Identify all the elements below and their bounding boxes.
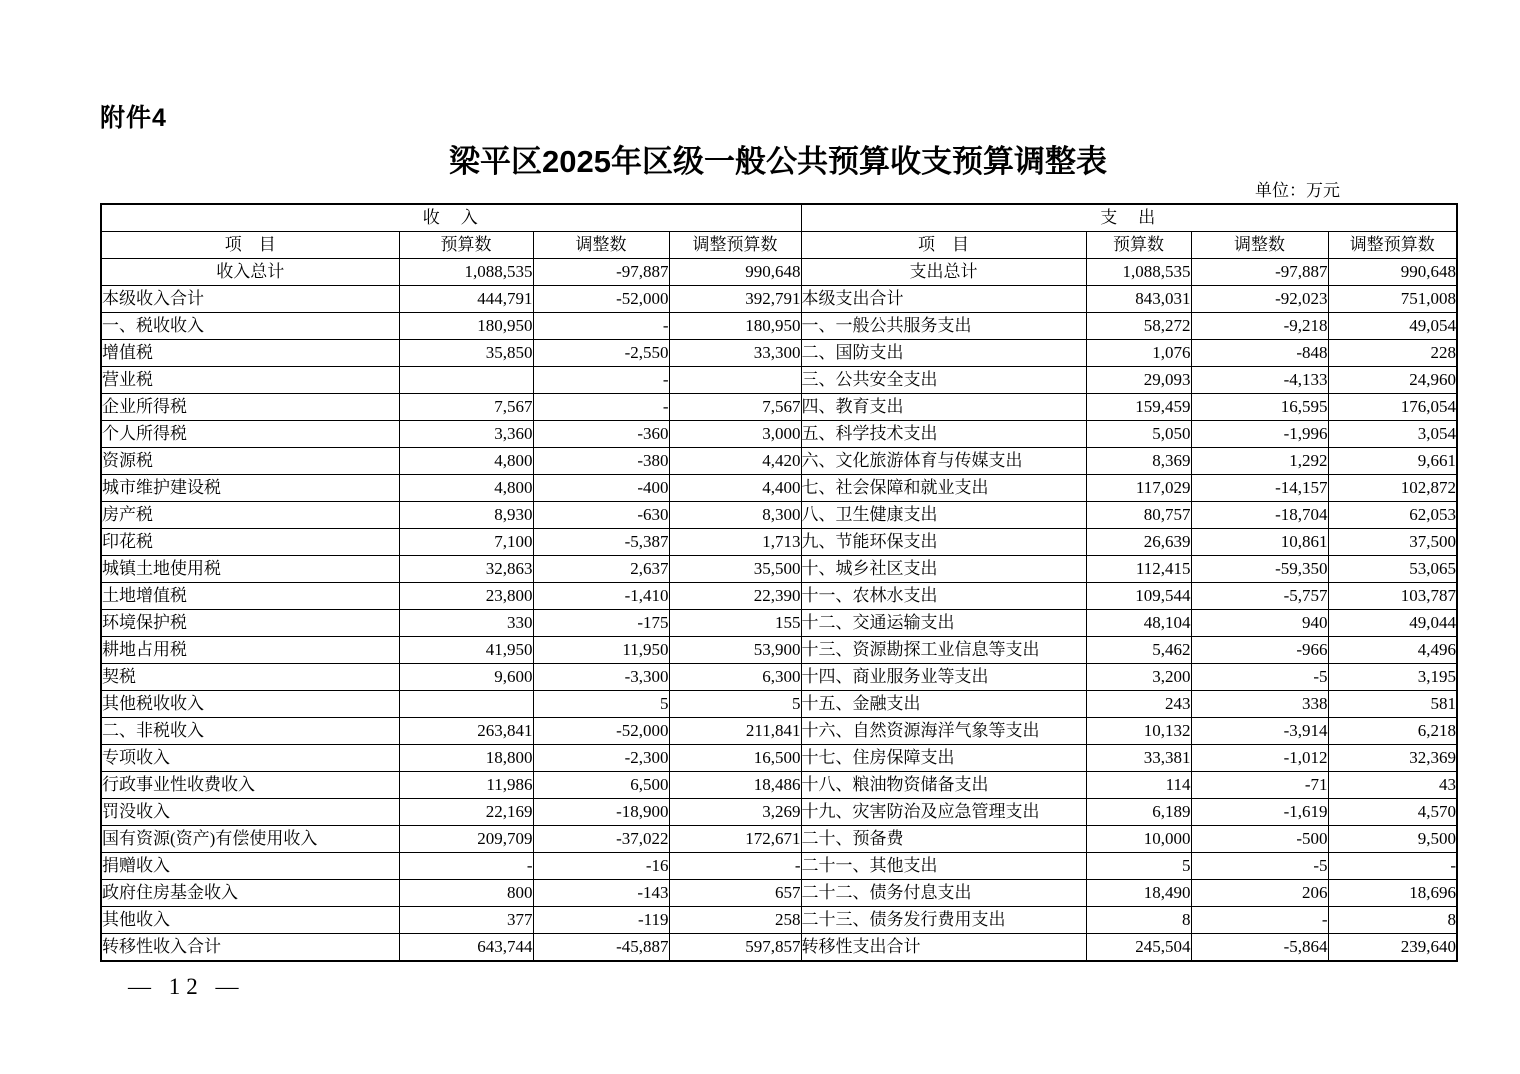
income-col-budget: 预算数 xyxy=(399,232,533,259)
expense-adjustment-cell: -97,887 xyxy=(1191,259,1328,286)
income-budget-cell xyxy=(399,691,533,718)
income-item-label: 印花税 xyxy=(101,529,399,556)
expense-budget-cell: 6,189 xyxy=(1086,799,1191,826)
income-adjustment-cell: -18,900 xyxy=(533,799,669,826)
income-item-label: 城市维护建设税 xyxy=(101,475,399,502)
income-budget-cell: 7,100 xyxy=(399,529,533,556)
expense-adjustment-cell: -966 xyxy=(1191,637,1328,664)
income-adjustment-cell: -380 xyxy=(533,448,669,475)
budget-adjustment-table xyxy=(100,203,1458,962)
table-row xyxy=(101,448,1457,475)
income-adjusted-budget-cell: 6,300 xyxy=(669,664,801,691)
expense-adjustment-cell: -1,012 xyxy=(1191,745,1328,772)
income-section-header: 收 入 xyxy=(101,204,801,232)
expense-item-label: 一、一般公共服务支出 xyxy=(801,313,1086,340)
expense-adjusted-budget-cell: 49,054 xyxy=(1328,313,1457,340)
income-adjusted-budget-cell: 16,500 xyxy=(669,745,801,772)
expense-item-label: 转移性支出合计 xyxy=(801,934,1086,962)
expense-adjusted-budget-cell: 990,648 xyxy=(1328,259,1457,286)
income-item-label: 行政事业性收费收入 xyxy=(101,772,399,799)
income-col-adjusted-budget: 调整预算数 xyxy=(669,232,801,259)
expense-budget-cell: 48,104 xyxy=(1086,610,1191,637)
income-adjustment-cell: -37,022 xyxy=(533,826,669,853)
expense-adjustment-cell: -5 xyxy=(1191,664,1328,691)
income-col-item: 项 目 xyxy=(101,232,399,259)
table-row xyxy=(101,907,1457,934)
income-item-label: 本级收入合计 xyxy=(101,286,399,313)
expense-item-label: 十九、灾害防治及应急管理支出 xyxy=(801,799,1086,826)
income-budget-cell: 444,791 xyxy=(399,286,533,313)
income-budget-cell: 11,986 xyxy=(399,772,533,799)
expense-col-adjusted-budget: 调整预算数 xyxy=(1328,232,1457,259)
expense-item-label: 三、公共安全支出 xyxy=(801,367,1086,394)
income-adjustment-cell: -16 xyxy=(533,853,669,880)
income-adjustment-cell: -97,887 xyxy=(533,259,669,286)
income-adjusted-budget-cell: 258 xyxy=(669,907,801,934)
income-budget-cell: 800 xyxy=(399,880,533,907)
expense-adjustment-cell: -59,350 xyxy=(1191,556,1328,583)
income-budget-cell: 209,709 xyxy=(399,826,533,853)
expense-item-label: 十六、自然资源海洋气象等支出 xyxy=(801,718,1086,745)
expense-adjusted-budget-cell: - xyxy=(1328,853,1457,880)
table-row xyxy=(101,421,1457,448)
expense-col-adjustment: 调整数 xyxy=(1191,232,1328,259)
income-item-label: 罚没收入 xyxy=(101,799,399,826)
income-adjusted-budget-cell: 5 xyxy=(669,691,801,718)
income-adjusted-budget-cell: 53,900 xyxy=(669,637,801,664)
income-budget-cell: 1,088,535 xyxy=(399,259,533,286)
expense-adjusted-budget-cell: 176,054 xyxy=(1328,394,1457,421)
expense-adjusted-budget-cell: 4,570 xyxy=(1328,799,1457,826)
expense-adjustment-cell: 10,861 xyxy=(1191,529,1328,556)
income-item-label: 土地增值税 xyxy=(101,583,399,610)
income-adjustment-cell: -5,387 xyxy=(533,529,669,556)
expense-adjusted-budget-cell: 37,500 xyxy=(1328,529,1457,556)
income-adjusted-budget-cell: 7,567 xyxy=(669,394,801,421)
income-adjusted-budget-cell: - xyxy=(669,853,801,880)
income-adjustment-cell: 6,500 xyxy=(533,772,669,799)
income-adjusted-budget-cell: 990,648 xyxy=(669,259,801,286)
expense-budget-cell: 1,076 xyxy=(1086,340,1191,367)
income-adjustment-cell: -1,410 xyxy=(533,583,669,610)
expense-adjusted-budget-cell: 102,872 xyxy=(1328,475,1457,502)
income-budget-cell: 22,169 xyxy=(399,799,533,826)
income-adjusted-budget-cell: 35,500 xyxy=(669,556,801,583)
income-budget-cell: 3,360 xyxy=(399,421,533,448)
expense-adjustment-cell: -1,996 xyxy=(1191,421,1328,448)
income-item-label: 一、税收收入 xyxy=(101,313,399,340)
expense-budget-cell: 243 xyxy=(1086,691,1191,718)
income-adjustment-cell: -630 xyxy=(533,502,669,529)
expense-adjusted-budget-cell: 24,960 xyxy=(1328,367,1457,394)
expense-budget-cell: 117,029 xyxy=(1086,475,1191,502)
expense-item-label: 十七、住房保障支出 xyxy=(801,745,1086,772)
expense-item-label: 五、科学技术支出 xyxy=(801,421,1086,448)
expense-item-label: 八、卫生健康支出 xyxy=(801,502,1086,529)
expense-budget-cell: 159,459 xyxy=(1086,394,1191,421)
income-adjusted-budget-cell: 4,400 xyxy=(669,475,801,502)
expense-item-label: 二十二、债务付息支出 xyxy=(801,880,1086,907)
income-item-label: 个人所得税 xyxy=(101,421,399,448)
income-budget-cell: 4,800 xyxy=(399,448,533,475)
table-row xyxy=(101,745,1457,772)
income-budget-cell: 18,800 xyxy=(399,745,533,772)
table-row xyxy=(101,880,1457,907)
expense-adjusted-budget-cell: 6,218 xyxy=(1328,718,1457,745)
table-row xyxy=(101,556,1457,583)
table-row xyxy=(101,286,1457,313)
income-adjustment-cell: - xyxy=(533,367,669,394)
expense-adjusted-budget-cell: 103,787 xyxy=(1328,583,1457,610)
expense-budget-cell: 26,639 xyxy=(1086,529,1191,556)
income-adjusted-budget-cell: 180,950 xyxy=(669,313,801,340)
expense-budget-cell: 8,369 xyxy=(1086,448,1191,475)
income-adjustment-cell: 11,950 xyxy=(533,637,669,664)
expense-adjusted-budget-cell: 53,065 xyxy=(1328,556,1457,583)
page-title: 梁平区2025年区级一般公共预算收支预算调整表 xyxy=(449,144,1107,179)
income-item-label: 耕地占用税 xyxy=(101,637,399,664)
expense-item-label: 七、社会保障和就业支出 xyxy=(801,475,1086,502)
expense-adjustment-cell: -4,133 xyxy=(1191,367,1328,394)
table-row xyxy=(101,934,1457,962)
expense-col-budget: 预算数 xyxy=(1086,232,1191,259)
expense-adjustment-cell: -71 xyxy=(1191,772,1328,799)
expense-item-label: 本级支出合计 xyxy=(801,286,1086,313)
table-row xyxy=(101,799,1457,826)
table-row xyxy=(101,529,1457,556)
income-item-label: 国有资源(资产)有偿使用收入 xyxy=(101,826,399,853)
table-row xyxy=(101,691,1457,718)
income-adjusted-budget-cell: 3,000 xyxy=(669,421,801,448)
income-adjustment-cell: 5 xyxy=(533,691,669,718)
income-adjusted-budget-cell: 4,420 xyxy=(669,448,801,475)
expense-section-header: 支 出 xyxy=(801,204,1457,232)
expense-adjustment-cell: -500 xyxy=(1191,826,1328,853)
expense-adjustment-cell: -18,704 xyxy=(1191,502,1328,529)
income-item-label: 其他税收收入 xyxy=(101,691,399,718)
expense-budget-cell: 58,272 xyxy=(1086,313,1191,340)
expense-adjustment-cell: -3,914 xyxy=(1191,718,1328,745)
expense-adjusted-budget-cell: 8 xyxy=(1328,907,1457,934)
income-col-adjustment: 调整数 xyxy=(533,232,669,259)
page-number: — 12 — xyxy=(128,974,245,999)
income-budget-cell: 7,567 xyxy=(399,394,533,421)
expense-adjusted-budget-cell: 751,008 xyxy=(1328,286,1457,313)
expense-item-label: 十三、资源勘探工业信息等支出 xyxy=(801,637,1086,664)
expense-item-label: 十四、商业服务业等支出 xyxy=(801,664,1086,691)
table-row xyxy=(101,772,1457,799)
table-row xyxy=(101,826,1457,853)
expense-adjustment-cell: -9,218 xyxy=(1191,313,1328,340)
expense-adjusted-budget-cell: 62,053 xyxy=(1328,502,1457,529)
income-budget-cell: 330 xyxy=(399,610,533,637)
expense-budget-cell: 112,415 xyxy=(1086,556,1191,583)
income-adjusted-budget-cell: 22,390 xyxy=(669,583,801,610)
expense-adjusted-budget-cell: 9,661 xyxy=(1328,448,1457,475)
table-row xyxy=(101,583,1457,610)
income-item-label: 转移性收入合计 xyxy=(101,934,399,962)
expense-budget-cell: 10,000 xyxy=(1086,826,1191,853)
income-adjusted-budget-cell: 1,713 xyxy=(669,529,801,556)
expense-item-label: 二十三、债务发行费用支出 xyxy=(801,907,1086,934)
table-row xyxy=(101,664,1457,691)
table-row xyxy=(101,313,1457,340)
income-adjustment-cell: -52,000 xyxy=(533,286,669,313)
expense-budget-cell: 29,093 xyxy=(1086,367,1191,394)
expense-adjustment-cell: 338 xyxy=(1191,691,1328,718)
expense-adjusted-budget-cell: 581 xyxy=(1328,691,1457,718)
expense-adjustment-cell: 16,595 xyxy=(1191,394,1328,421)
expense-adjustment-cell: -5,757 xyxy=(1191,583,1328,610)
expense-budget-cell: 8 xyxy=(1086,907,1191,934)
table-row xyxy=(101,394,1457,421)
income-budget-cell: 377 xyxy=(399,907,533,934)
expense-adjustment-cell: -848 xyxy=(1191,340,1328,367)
expense-budget-cell: 109,544 xyxy=(1086,583,1191,610)
income-adjusted-budget-cell: 33,300 xyxy=(669,340,801,367)
table-row xyxy=(101,475,1457,502)
table-row xyxy=(101,718,1457,745)
expense-adjusted-budget-cell: 4,496 xyxy=(1328,637,1457,664)
income-adjustment-cell: -400 xyxy=(533,475,669,502)
income-item-label: 捐赠收入 xyxy=(101,853,399,880)
expense-item-label: 十五、金融支出 xyxy=(801,691,1086,718)
table-row xyxy=(101,610,1457,637)
expense-item-label: 二十、预备费 xyxy=(801,826,1086,853)
income-adjusted-budget-cell xyxy=(669,367,801,394)
income-item-label: 营业税 xyxy=(101,367,399,394)
expense-adjusted-budget-cell: 18,696 xyxy=(1328,880,1457,907)
income-budget-cell: 35,850 xyxy=(399,340,533,367)
income-adjustment-cell: -2,300 xyxy=(533,745,669,772)
income-budget-cell xyxy=(399,367,533,394)
income-adjusted-budget-cell: 597,857 xyxy=(669,934,801,962)
income-item-label: 资源税 xyxy=(101,448,399,475)
income-budget-cell: 263,841 xyxy=(399,718,533,745)
expense-adjustment-cell: -5,864 xyxy=(1191,934,1328,962)
expense-adjustment-cell: -1,619 xyxy=(1191,799,1328,826)
expense-adjustment-cell: 206 xyxy=(1191,880,1328,907)
expense-adjusted-budget-cell: 32,369 xyxy=(1328,745,1457,772)
income-budget-cell: 9,600 xyxy=(399,664,533,691)
budget-table-body xyxy=(101,259,1457,962)
income-budget-cell: - xyxy=(399,853,533,880)
expense-budget-cell: 5,050 xyxy=(1086,421,1191,448)
expense-adjustment-cell: -92,023 xyxy=(1191,286,1328,313)
income-item-label: 收入总计 xyxy=(101,259,399,286)
expense-adjustment-cell: -14,157 xyxy=(1191,475,1328,502)
expense-adjusted-budget-cell: 3,054 xyxy=(1328,421,1457,448)
expense-budget-cell: 33,381 xyxy=(1086,745,1191,772)
expense-budget-cell: 80,757 xyxy=(1086,502,1191,529)
expense-adjusted-budget-cell: 9,500 xyxy=(1328,826,1457,853)
expense-adjusted-budget-cell: 49,044 xyxy=(1328,610,1457,637)
expense-item-label: 十八、粮油物资储备支出 xyxy=(801,772,1086,799)
table-row xyxy=(101,853,1457,880)
expense-adjustment-cell: 940 xyxy=(1191,610,1328,637)
income-adjustment-cell: -45,887 xyxy=(533,934,669,962)
income-item-label: 契税 xyxy=(101,664,399,691)
income-item-label: 专项收入 xyxy=(101,745,399,772)
income-item-label: 二、非税收入 xyxy=(101,718,399,745)
expense-item-label: 十、城乡社区支出 xyxy=(801,556,1086,583)
table-section-header-row xyxy=(101,204,1457,232)
income-item-label: 环境保护税 xyxy=(101,610,399,637)
income-adjusted-budget-cell: 3,269 xyxy=(669,799,801,826)
expense-budget-cell: 5 xyxy=(1086,853,1191,880)
expense-adjustment-cell: 1,292 xyxy=(1191,448,1328,475)
income-budget-cell: 4,800 xyxy=(399,475,533,502)
expense-item-label: 九、节能环保支出 xyxy=(801,529,1086,556)
income-adjustment-cell: -143 xyxy=(533,880,669,907)
table-row xyxy=(101,367,1457,394)
expense-item-label: 十二、交通运输支出 xyxy=(801,610,1086,637)
income-budget-cell: 643,744 xyxy=(399,934,533,962)
income-adjusted-budget-cell: 657 xyxy=(669,880,801,907)
income-adjustment-cell: 2,637 xyxy=(533,556,669,583)
income-budget-cell: 32,863 xyxy=(399,556,533,583)
income-item-label: 增值税 xyxy=(101,340,399,367)
table-row xyxy=(101,637,1457,664)
income-item-label: 企业所得税 xyxy=(101,394,399,421)
expense-item-label: 二十一、其他支出 xyxy=(801,853,1086,880)
expense-adjusted-budget-cell: 239,640 xyxy=(1328,934,1457,962)
income-item-label: 政府住房基金收入 xyxy=(101,880,399,907)
expense-budget-cell: 843,031 xyxy=(1086,286,1191,313)
expense-adjusted-budget-cell: 228 xyxy=(1328,340,1457,367)
expense-item-label: 六、文化旅游体育与传媒支出 xyxy=(801,448,1086,475)
income-budget-cell: 180,950 xyxy=(399,313,533,340)
income-adjusted-budget-cell: 211,841 xyxy=(669,718,801,745)
table-row xyxy=(101,340,1457,367)
income-adjustment-cell: - xyxy=(533,394,669,421)
expense-budget-cell: 18,490 xyxy=(1086,880,1191,907)
expense-budget-cell: 3,200 xyxy=(1086,664,1191,691)
income-adjustment-cell: - xyxy=(533,313,669,340)
table-row xyxy=(101,259,1457,286)
income-budget-cell: 8,930 xyxy=(399,502,533,529)
expense-budget-cell: 1,088,535 xyxy=(1086,259,1191,286)
table-row xyxy=(101,502,1457,529)
income-item-label: 其他收入 xyxy=(101,907,399,934)
table-column-header-row xyxy=(101,232,1457,259)
income-adjustment-cell: -52,000 xyxy=(533,718,669,745)
expense-adjusted-budget-cell: 3,195 xyxy=(1328,664,1457,691)
income-adjustment-cell: -3,300 xyxy=(533,664,669,691)
income-adjusted-budget-cell: 18,486 xyxy=(669,772,801,799)
income-adjusted-budget-cell: 172,671 xyxy=(669,826,801,853)
income-budget-cell: 23,800 xyxy=(399,583,533,610)
income-adjustment-cell: -2,550 xyxy=(533,340,669,367)
attachment-label: 附件4 xyxy=(100,104,167,132)
unit-note: 单位：万元 xyxy=(1255,181,1340,200)
expense-col-item: 项 目 xyxy=(801,232,1086,259)
expense-budget-cell: 10,132 xyxy=(1086,718,1191,745)
expense-item-label: 二、国防支出 xyxy=(801,340,1086,367)
income-item-label: 城镇土地使用税 xyxy=(101,556,399,583)
income-adjustment-cell: -360 xyxy=(533,421,669,448)
expense-item-label: 支出总计 xyxy=(801,259,1086,286)
expense-item-label: 十一、农林水支出 xyxy=(801,583,1086,610)
expense-adjustment-cell: -5 xyxy=(1191,853,1328,880)
income-adjusted-budget-cell: 155 xyxy=(669,610,801,637)
income-adjusted-budget-cell: 392,791 xyxy=(669,286,801,313)
expense-adjusted-budget-cell: 43 xyxy=(1328,772,1457,799)
income-item-label: 房产税 xyxy=(101,502,399,529)
income-adjustment-cell: -175 xyxy=(533,610,669,637)
expense-budget-cell: 5,462 xyxy=(1086,637,1191,664)
income-budget-cell: 41,950 xyxy=(399,637,533,664)
income-adjusted-budget-cell: 8,300 xyxy=(669,502,801,529)
expense-item-label: 四、教育支出 xyxy=(801,394,1086,421)
expense-adjustment-cell: - xyxy=(1191,907,1328,934)
expense-budget-cell: 114 xyxy=(1086,772,1191,799)
income-adjustment-cell: -119 xyxy=(533,907,669,934)
expense-budget-cell: 245,504 xyxy=(1086,934,1191,962)
